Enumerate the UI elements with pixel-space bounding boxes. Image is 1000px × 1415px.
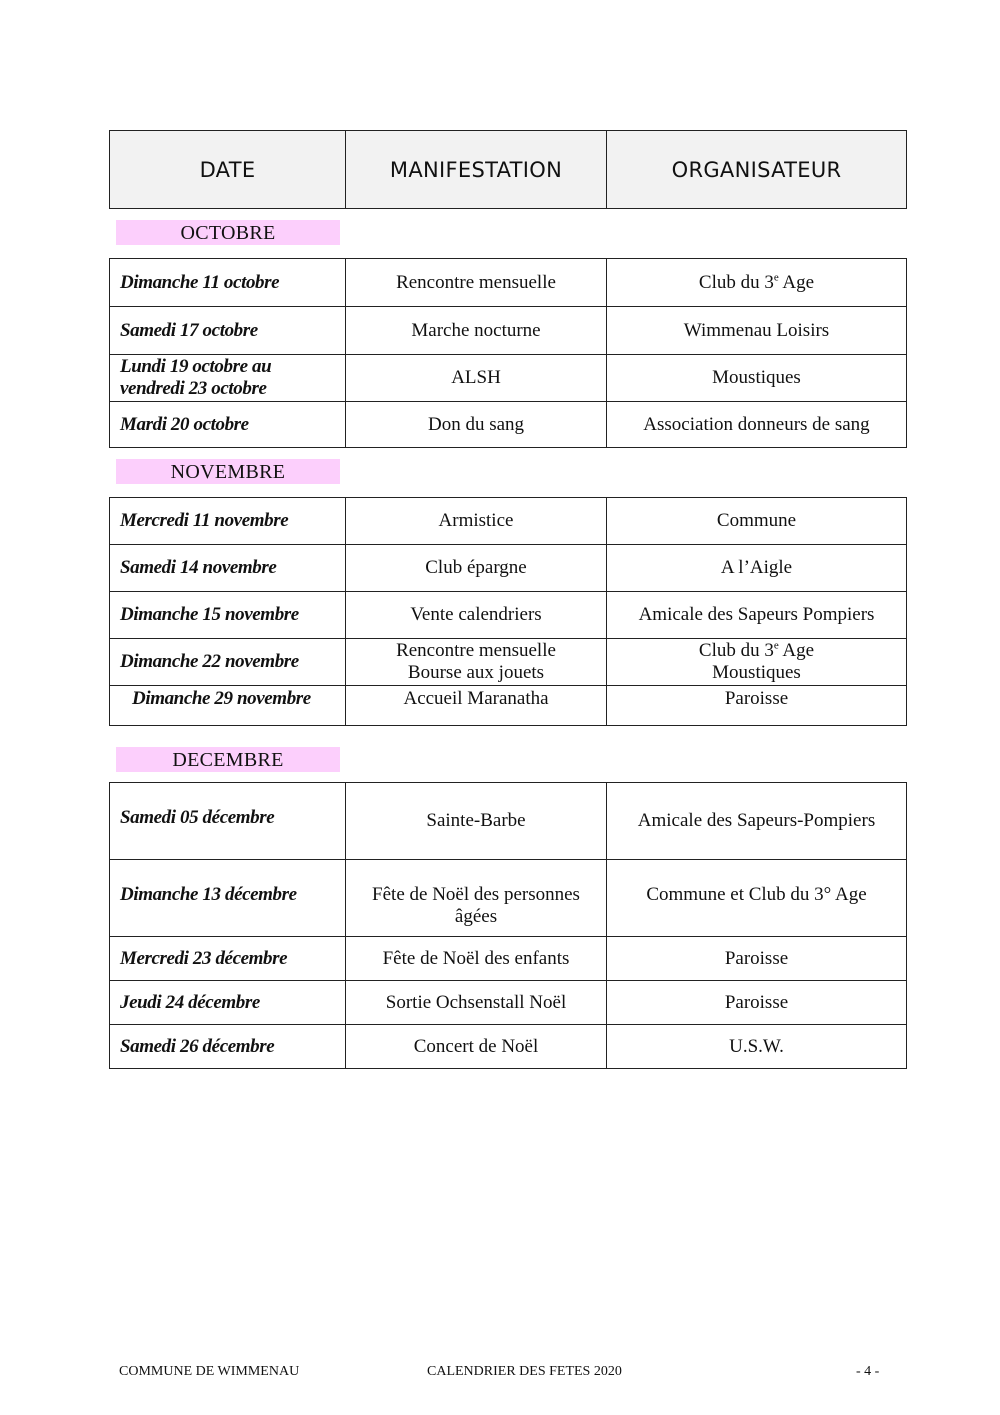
event-cell: Vente calendriers — [346, 592, 607, 639]
table-row — [110, 498, 907, 545]
table-octobre — [109, 258, 907, 448]
event-cell: Accueil Maranatha — [346, 686, 607, 726]
footer-page-number: - 4 - — [856, 1364, 880, 1379]
table-row — [110, 307, 907, 355]
organizer-cell: Moustiques — [607, 355, 907, 402]
organizer-cell: Commune — [607, 498, 907, 545]
table-row — [110, 937, 907, 981]
event-cell: Fête de Noël des personnes âgées — [346, 860, 607, 937]
organizer-cell: Club du 3e Age Moustiques — [607, 639, 907, 686]
organizer-cell: U.S.W. — [607, 1025, 907, 1069]
event-cell: Fête de Noël des enfants — [346, 937, 607, 981]
organizer-cell: A l’Aigle — [607, 545, 907, 592]
date-cell: Dimanche 11 octobre — [110, 259, 346, 307]
event-cell: Armistice — [346, 498, 607, 545]
header-manifestation: MANIFESTATION — [346, 131, 607, 209]
date-cell: Dimanche 22 novembre — [110, 639, 346, 686]
table-row — [110, 545, 907, 592]
header-table — [109, 130, 907, 209]
date-cell: Samedi 05 décembre — [110, 783, 346, 860]
event-cell: Sortie Ochsenstall Noël — [346, 981, 607, 1025]
organizer-cell: Wimmenau Loisirs — [607, 307, 907, 355]
month-label-octobre: OCTOBRE — [116, 220, 340, 245]
organizer-cell: Paroisse — [607, 937, 907, 981]
table-row — [110, 686, 907, 726]
table-row — [110, 402, 907, 448]
header-organisateur: ORGANISATEUR — [607, 131, 907, 209]
header-date: DATE — [110, 131, 346, 209]
event-cell: Rencontre mensuelle Bourse aux jouets — [346, 639, 607, 686]
organizer-cell: Club du 3e Age — [607, 259, 907, 307]
event-cell: Sainte-Barbe — [346, 783, 607, 860]
organizer-cell: Commune et Club du 3° Age — [607, 860, 907, 937]
event-cell: Marche nocturne — [346, 307, 607, 355]
table-row — [110, 860, 907, 937]
organizer-cell: Paroisse — [607, 686, 907, 726]
organizer-cell: Amicale des Sapeurs-Pompiers — [607, 783, 907, 860]
table-decembre — [109, 782, 907, 1069]
table-novembre — [109, 497, 907, 726]
date-cell: Samedi 14 novembre — [110, 545, 346, 592]
event-cell: Rencontre mensuelle — [346, 259, 607, 307]
date-cell: Samedi 26 décembre — [110, 1025, 346, 1069]
date-cell: Lundi 19 octobre au vendredi 23 octobre — [110, 355, 346, 402]
date-cell: Dimanche 29 novembre — [110, 686, 346, 726]
date-cell: Dimanche 15 novembre — [110, 592, 346, 639]
table-row — [110, 355, 907, 402]
date-cell: Dimanche 13 décembre — [110, 860, 346, 937]
table-row — [110, 1025, 907, 1069]
date-cell: Jeudi 24 décembre — [110, 981, 346, 1025]
organizer-cell: Association donneurs de sang — [607, 402, 907, 448]
table-row — [110, 783, 907, 860]
event-cell: ALSH — [346, 355, 607, 402]
table-row — [110, 639, 907, 686]
date-cell: Mercredi 23 décembre — [110, 937, 346, 981]
footer-title: CALENDRIER DES FETES 2020 — [427, 1364, 622, 1379]
table-row — [110, 981, 907, 1025]
footer-commune: COMMUNE DE WIMMENAU — [119, 1364, 300, 1379]
month-label-novembre: NOVEMBRE — [116, 459, 340, 484]
event-cell: Concert de Noël — [346, 1025, 607, 1069]
month-label-decembre: DECEMBRE — [116, 747, 340, 772]
organizer-cell: Amicale des Sapeurs Pompiers — [607, 592, 907, 639]
date-cell: Samedi 17 octobre — [110, 307, 346, 355]
date-cell: Mercredi 11 novembre — [110, 498, 346, 545]
event-cell: Club épargne — [346, 545, 607, 592]
event-cell: Don du sang — [346, 402, 607, 448]
organizer-cell: Paroisse — [607, 981, 907, 1025]
date-cell: Mardi 20 octobre — [110, 402, 346, 448]
table-row — [110, 592, 907, 639]
table-row — [110, 259, 907, 307]
